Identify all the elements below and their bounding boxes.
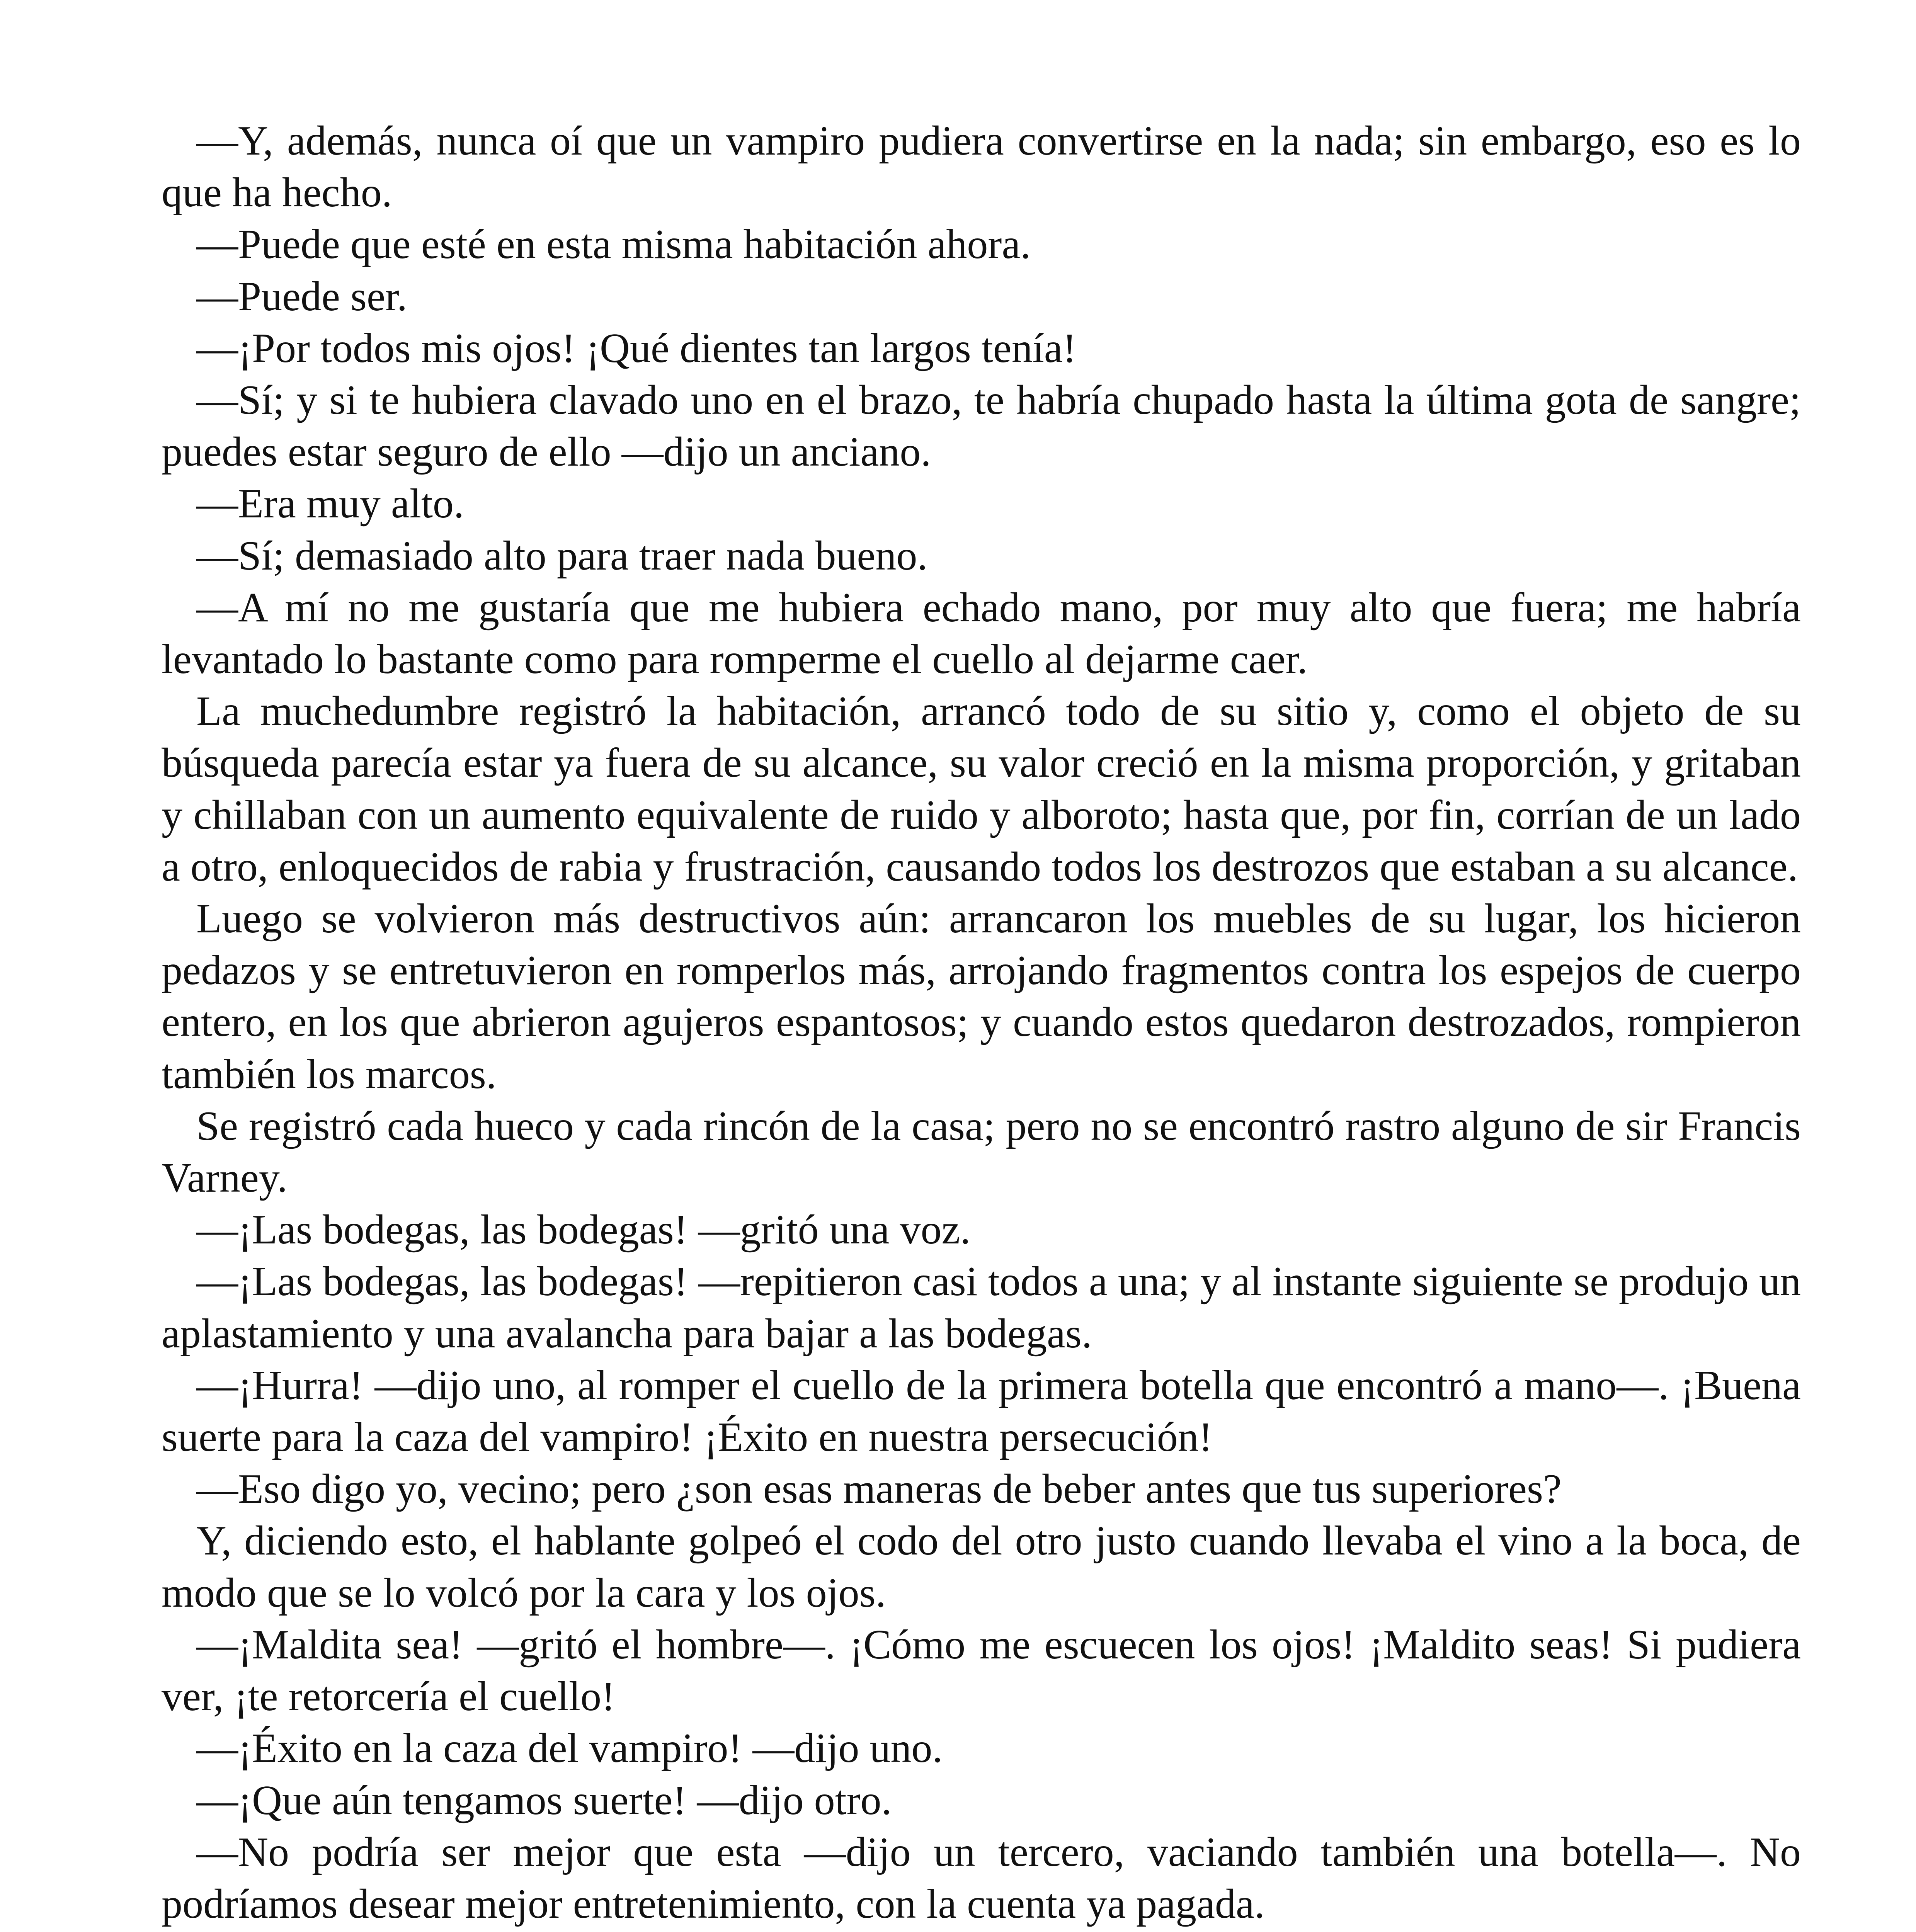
paragraph: —¡Las bodegas, las bodegas! —repitieron casi todos a una; y al instante siguiente se produjo un aplastamiento y una avalancha para bajar a las bodegas. [162,1259,1801,1357]
paragraph: —¡Maldita sea! —gritó el hombre—. ¡Cómo me escuecen los ojos! ¡Maldito seas! Si pudiera ver, ¡te retorcería el cuello! [162,1621,1801,1720]
paragraph: Se registró cada hueco y cada rincón de la casa; pero no se encontró rastro alguno de sir Francis Varney. [162,1103,1801,1201]
paragraph: —¡Que aún tengamos suerte! —dijo otro. [196,1777,892,1823]
paragraph: —Puede que esté en esta misma habitación ahora. [196,221,1031,268]
paragraph: —Era muy alto. [196,481,464,527]
paragraph: —Sí; demasiado alto para traer nada bueno. [196,532,928,579]
paragraph: —A mí no me gustaría que me hubiera echado mano, por muy alto que fuera; me habría levantado lo bastante como para romperme el cuello al dejarme caer. [162,584,1801,683]
paragraph: —¡Las bodegas, las bodegas! —gritó una voz. [196,1207,971,1253]
paragraph: —¡Hurra! —dijo uno, al romper el cuello de la primera botella que encontró a mano—. ¡Buena suerte para la caza del vampiro! ¡Éxito en nuestra persecución! [162,1362,1801,1461]
paragraph: Luego se volvieron más destructivos aún: arrancaron los muebles de su lugar, los hicieron pedazos y se entretuvieron en romperlos más, arrojando fragmentos contra los espejos de cuerpo entero, en los que abrieron agujeros espantosos; y cuando estos quedaron destrozados, rompieron también los marcos. [162,896,1801,1097]
paragraph: —No podría ser mejor que esta —dijo un tercero, vaciando también una botella—. No podríamos desear mejor entretenimiento, con la cuenta ya pagada. [162,1829,1801,1927]
paragraph: —¡Éxito en la caza del vampiro! —dijo uno. [196,1725,943,1772]
paragraph: —Puede ser. [196,273,407,320]
paragraph: —Sí; y si te hubiera clavado uno en el brazo, te habría chupado hasta la última gota de sangre; puedes estar seguro de ello —dijo un anciano. [162,377,1801,475]
paragraph: —¡Por todos mis ojos! ¡Qué dientes tan largos tenía! [196,325,1077,371]
paragraph: —Y, además, nunca oí que un vampiro pudiera convertirse en la nada; sin embargo, eso es lo que ha hecho. [162,118,1801,216]
paragraph [162,1930,1801,1932]
paragraph: Y, diciendo esto, el hablante golpeó el codo del otro justo cuando llevaba el vino a la boca, de modo que se lo volcó por la cara y los ojos. [162,1518,1801,1616]
paragraph: La muchedumbre registró la habitación, arrancó todo de su sitio y, como el objeto de su búsqueda parecía estar ya fuera de su alcance, su valor creció en la misma proporción, y gritaban y chillaban con un aumento equivalente de ruido y alboroto; hasta que, por fin, corrían de un lado a otro, enloquecidos de rabia y frustración, causando todos los destrozos que estaban a su alcance. [162,688,1801,890]
paragraph: —Eso digo yo, vecino; pero ¿son esas maneras de beber antes que tus superiores? [196,1466,1562,1512]
body-text [162,115,1801,1932]
